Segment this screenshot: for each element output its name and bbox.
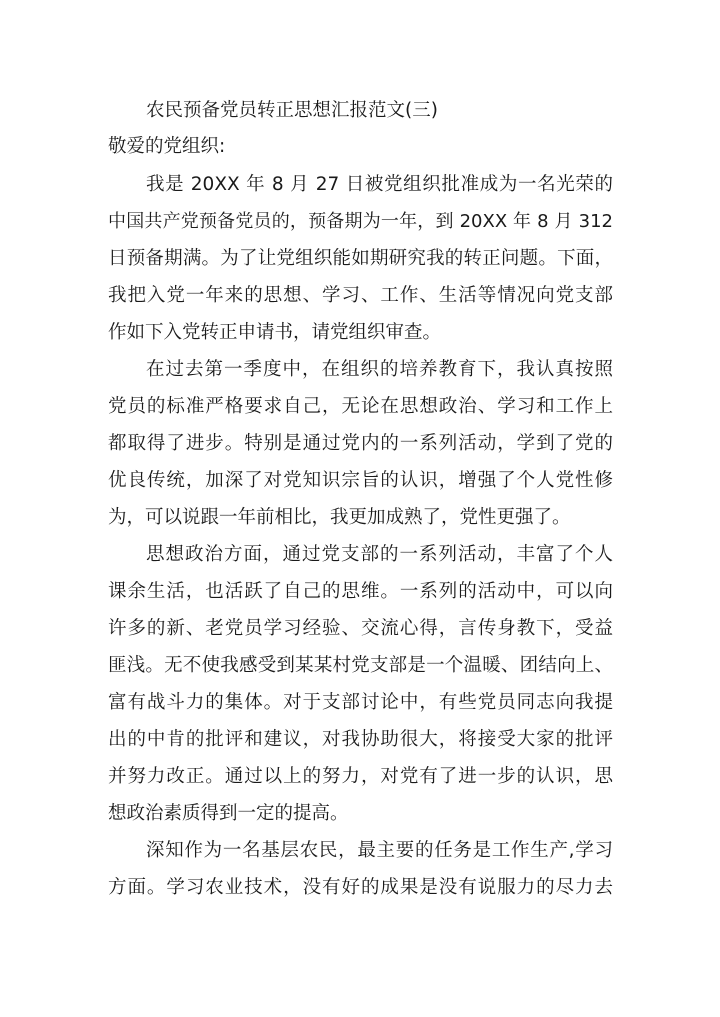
paragraph-1-line-5: 作如下入党转正申请书，请党组织审查。 bbox=[108, 322, 442, 343]
paragraph-3-line-3: 许多的新、老党员学习经验、交流心得，言传身教下，受益 bbox=[108, 618, 613, 639]
paragraph-4-line-1: 深知作为一名基层农民，最主要的任务是工作生产,学习 bbox=[146, 840, 613, 861]
paragraph-2-line-3: 都取得了进步。特别是通过党内的一系列活动，学到了党的 bbox=[108, 433, 613, 454]
paragraph-3-line-4: 匪浅。无不使我感受到某某村党支部是一个温暖、团结向上、 bbox=[108, 655, 613, 676]
paragraph-3-line-1: 思想政治方面，通过党支部的一系列活动，丰富了个人 bbox=[146, 544, 613, 565]
paragraph-1-line-3: 日预备期满。为了让党组织能如期研究我的转正问题。下面， bbox=[108, 248, 613, 269]
paragraph-2-line-4: 优良传统，加深了对党知识宗旨的认识，增强了个人党性修 bbox=[108, 470, 613, 491]
paragraph-1-line-2: 中国共产党预备党员的，预备期为一年，到 20XX 年 8 月 312 bbox=[108, 211, 613, 232]
paragraph-1-line-4: 我把入党一年来的思想、学习、工作、生活等情况向党支部 bbox=[108, 285, 613, 306]
paragraph-1-line-1: 我是 20XX 年 8 月 27 日被党组织批准成为一名光荣的 bbox=[146, 174, 613, 195]
paragraph-3-line-6: 出的中肯的批评和建议，对我协助很大，将接受大家的批评 bbox=[108, 729, 613, 750]
salutation: 敬爱的党组织: bbox=[108, 136, 226, 157]
paragraph-2-line-5: 为，可以说跟一年前相比，我更加成熟了，党性更强了。 bbox=[108, 507, 571, 528]
document-title: 农民预备党员转正思想汇报范文(三) bbox=[146, 100, 438, 121]
paragraph-3-line-8: 想政治素质得到一定的提高。 bbox=[108, 803, 349, 824]
paragraph-3-line-2: 课余生活，也活跃了自己的思维。一系列的活动中，可以向 bbox=[108, 581, 613, 602]
paragraph-2-line-1: 在过去第一季度中，在组织的培养教育下，我认真按照 bbox=[146, 359, 613, 380]
paragraph-4-line-2: 方面。学习农业技术，没有好的成果是没有说服力的尽力去 bbox=[108, 877, 613, 898]
paragraph-3-line-5: 富有战斗力的集体。对于支部讨论中，有些党员同志向我提 bbox=[108, 692, 613, 713]
paragraph-2-line-2: 党员的标准严格要求自己，无论在思想政治、学习和工作上 bbox=[108, 396, 613, 417]
paragraph-3-line-7: 并努力改正。通过以上的努力，对党有了进一步的认识，思 bbox=[108, 766, 613, 787]
